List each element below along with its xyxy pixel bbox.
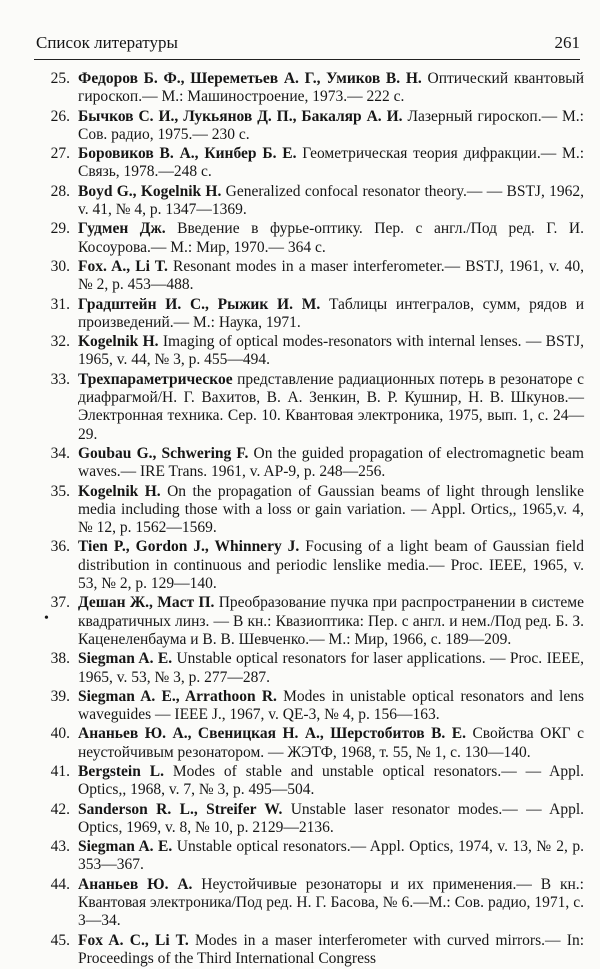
reference-text	[78, 145, 584, 182]
reference-authors: Fox A. C., Li T.	[78, 931, 189, 949]
reference-text	[78, 538, 584, 593]
reference-item	[36, 688, 584, 725]
reference-authors: Boyd G., Kogelnik H.	[78, 182, 222, 200]
reference-details: Generalized confocal resonator theory.— — BSTJ, 1962, v. 41, № 4, p. 1347—1369.	[78, 182, 584, 219]
reference-details: Focusing of a light beam of Gaussian field distribution in continuous and periodic lenslike media.— Proc. IEEE, 1965, v. 53, № 2, p. 129—140.	[78, 538, 584, 593]
reference-details: Modes in unistable optical resonators and lens waveguides — IEEE J., 1967, v. QE-3, № 4, p. 156—163.	[78, 687, 584, 724]
reference-authors: Боровиков В. А., Кинбер Б. Е.	[78, 145, 297, 163]
reference-authors: Трехпараметрическое	[78, 370, 233, 388]
margin-dot: •	[44, 611, 49, 626]
reference-number: 36.	[50, 538, 70, 556]
reference-authors: Kogelnik H.	[78, 333, 159, 351]
reference-item	[36, 932, 584, 969]
reference-authors: Tien P., Gordon J., Whinnery J.	[78, 538, 300, 556]
reference-number: 40.	[50, 725, 70, 743]
reference-details: Unstable laser resonator modes.— — Appl. Optics, 1969, v. 8, № 10, p. 2129—2136.	[78, 800, 585, 836]
reference-text	[78, 725, 584, 762]
reference-authors: Ананьев Ю. А., Свеницкая Н. А., Шерстобитов В. Е.	[78, 725, 466, 743]
reference-authors: Goubau G., Schwering F.	[78, 444, 249, 462]
reference-number: 33.	[50, 370, 70, 388]
reference-item	[36, 838, 584, 875]
reference-number: 39.	[50, 687, 70, 705]
reference-item	[36, 296, 584, 333]
reference-authors: Гудмен Дж.	[78, 220, 166, 238]
reference-number: 30.	[50, 257, 70, 275]
reference-item	[36, 258, 584, 295]
reference-details: Неустойчивые резонаторы и их применения.— В кн.: Квантовая электроника/Под ред. Н. Г. Басова, № 6.—М.: Сов. радио, 1971, с. 3—34.	[78, 875, 584, 930]
reference-text	[78, 801, 584, 838]
reference-number: 32.	[50, 333, 70, 351]
reference-number: 29.	[50, 220, 70, 238]
reference-details: Геометрическая теория дифракции.— М.: Связь, 1978.—248 с.	[78, 145, 584, 181]
reference-authors: Fox. A., Li T.	[78, 257, 168, 275]
reference-authors: Bergstein L.	[78, 762, 164, 780]
reference-item	[36, 801, 584, 838]
reference-item	[36, 594, 584, 649]
reference-number: 25.	[50, 70, 70, 87]
reference-text	[78, 688, 584, 725]
reference-authors: Федоров Б. Ф., Шереметьев А. Г., Умиков В. Н.	[78, 70, 422, 87]
reference-text	[78, 108, 584, 145]
reference-text	[78, 371, 584, 444]
reference-details: Modes in a maser interferometer with curved mirrors.— In: Proceedings of the Third International Congress	[78, 931, 584, 967]
reference-text	[78, 70, 584, 107]
reference-number: 42.	[50, 800, 70, 818]
reference-text	[78, 483, 584, 538]
reference-number: 38.	[50, 650, 70, 668]
reference-details: Resonant modes in a maser interferometer.— BSTJ, 1961, v. 40, № 2, p. 453—488.	[78, 257, 585, 294]
reference-authors: Kogelnik H.	[78, 482, 161, 500]
reference-text	[78, 333, 584, 370]
header-title: Список литературы	[36, 33, 178, 52]
reference-authors: Siegman A. E.	[78, 650, 173, 668]
reference-item	[36, 371, 584, 444]
reference-text	[78, 220, 584, 257]
reference-item	[36, 145, 584, 182]
reference-text	[78, 445, 584, 482]
reference-number: 41.	[50, 762, 70, 780]
reference-item	[36, 763, 584, 800]
reference-number: 31.	[50, 295, 70, 313]
reference-details: Преобразование пучка при распространении в системе квадратичных линз. — В кн.: Квазиоптика: Пер. с англ. и нем./Под ред. Б. З. Каценеленбаума и В. В. Шевченко.— М.: Мир, 1966, с. 189—209.	[78, 594, 584, 648]
reference-authors: Siegman A. E., Arrathoon R.	[78, 687, 277, 705]
reference-text	[78, 258, 584, 295]
reference-details: Unstable optical resonators for laser applications. — Proc. IEEE, 1965, v. 53, № 3, p. 277—287.	[78, 650, 585, 686]
reference-details: Modes of stable and unstable optical resonators.— — Appl. Optics,, 1968, v. 7, № 3, p. 495—504.	[78, 762, 584, 799]
reference-item	[36, 876, 584, 931]
reference-details: On the guided propagation of electromagnetic beam waves.— IRE Trans. 1961, v. AP-9, p. 248—256.	[78, 444, 584, 481]
reference-text	[78, 183, 584, 220]
reference-item	[36, 650, 584, 687]
reference-details: Таблицы интегралов, сумм, рядов и произведений.— М.: Наука, 1971.	[78, 295, 584, 331]
running-header	[34, 31, 580, 60]
reference-item	[36, 183, 584, 220]
reference-details: Введение в фурье-оптику. Пер. с англ./Под ред. Г. И. Косоурова.— М.: Мир, 1970.— 364 с.	[78, 220, 584, 256]
reference-text	[78, 650, 584, 687]
reference-authors: Дешан Ж., Маст П.	[78, 594, 215, 612]
page-number: 261	[554, 33, 580, 52]
reference-item	[36, 70, 584, 107]
reference-item	[36, 445, 584, 482]
reference-item	[36, 538, 584, 593]
reference-item	[36, 220, 584, 257]
reference-authors: Градштейн И. С., Рыжик И. М.	[78, 295, 321, 313]
reference-item	[36, 483, 584, 538]
reference-authors: Ананьев Ю. А.	[78, 875, 193, 893]
reference-item	[36, 108, 584, 145]
reference-details: Лазерный гироскоп.— М.: Сов. радио, 1975.— 230 с.	[78, 107, 584, 143]
reference-number: 44.	[50, 875, 70, 893]
reference-details: On the propagation of Gaussian beams of light through lenslike media including those with a loss or gain variation. — Appl. Ortics,, 1965,v. 4, № 12, p. 1562—1569.	[78, 482, 584, 537]
reference-details: Свойства ОКГ с неустойчивым резонатором. — ЖЭТФ, 1968, т. 55, № 1, с. 130—140.	[78, 725, 584, 761]
reference-details: Оптический квантовый гироскоп.— М.: Машиностроение, 1973.— 222 с.	[78, 70, 584, 106]
reference-number: 45.	[50, 931, 70, 949]
reference-authors: Бычков С. И., Лукьянов Д. П., Бакаляр А. И.	[78, 107, 403, 125]
reference-details: Unstable optical resonators.— Appl. Optics, 1974, v. 13, № 2, p. 353—367.	[78, 838, 585, 874]
reference-item	[36, 725, 584, 762]
reference-number: 37.	[50, 594, 70, 612]
reference-text	[78, 594, 584, 649]
reference-number: 34.	[50, 444, 70, 462]
reference-text	[78, 838, 584, 875]
reference-number: 28.	[50, 182, 70, 200]
reference-number: 27.	[50, 145, 70, 163]
reference-list	[36, 70, 584, 969]
reference-authors: Siegman A. E.	[78, 838, 173, 856]
reference-text	[78, 296, 584, 333]
reference-number: 43.	[50, 838, 70, 856]
reference-authors: Sanderson R. L., Streifer W.	[78, 800, 283, 818]
reference-number: 26.	[50, 107, 70, 125]
reference-text	[78, 763, 584, 800]
reference-number: 35.	[50, 482, 70, 500]
reference-details: представление радиационных потерь в резонаторе с диафрагмой/Н. Г. Вахитов, В. А. Зенкин, В. Р. Кушнир, Н. В. Шкунов.— Электронная техника. Сер. 10. Квантовая электроника, 1975, вып. 1, с. 24—29.	[78, 370, 584, 443]
reference-text	[78, 932, 584, 969]
reference-item	[36, 333, 584, 370]
reference-text	[78, 876, 584, 931]
reference-details: Imaging of optical modes-resonators with internal lenses. — BSTJ, 1965, v. 44, № 3, p. 455—494.	[78, 333, 584, 369]
